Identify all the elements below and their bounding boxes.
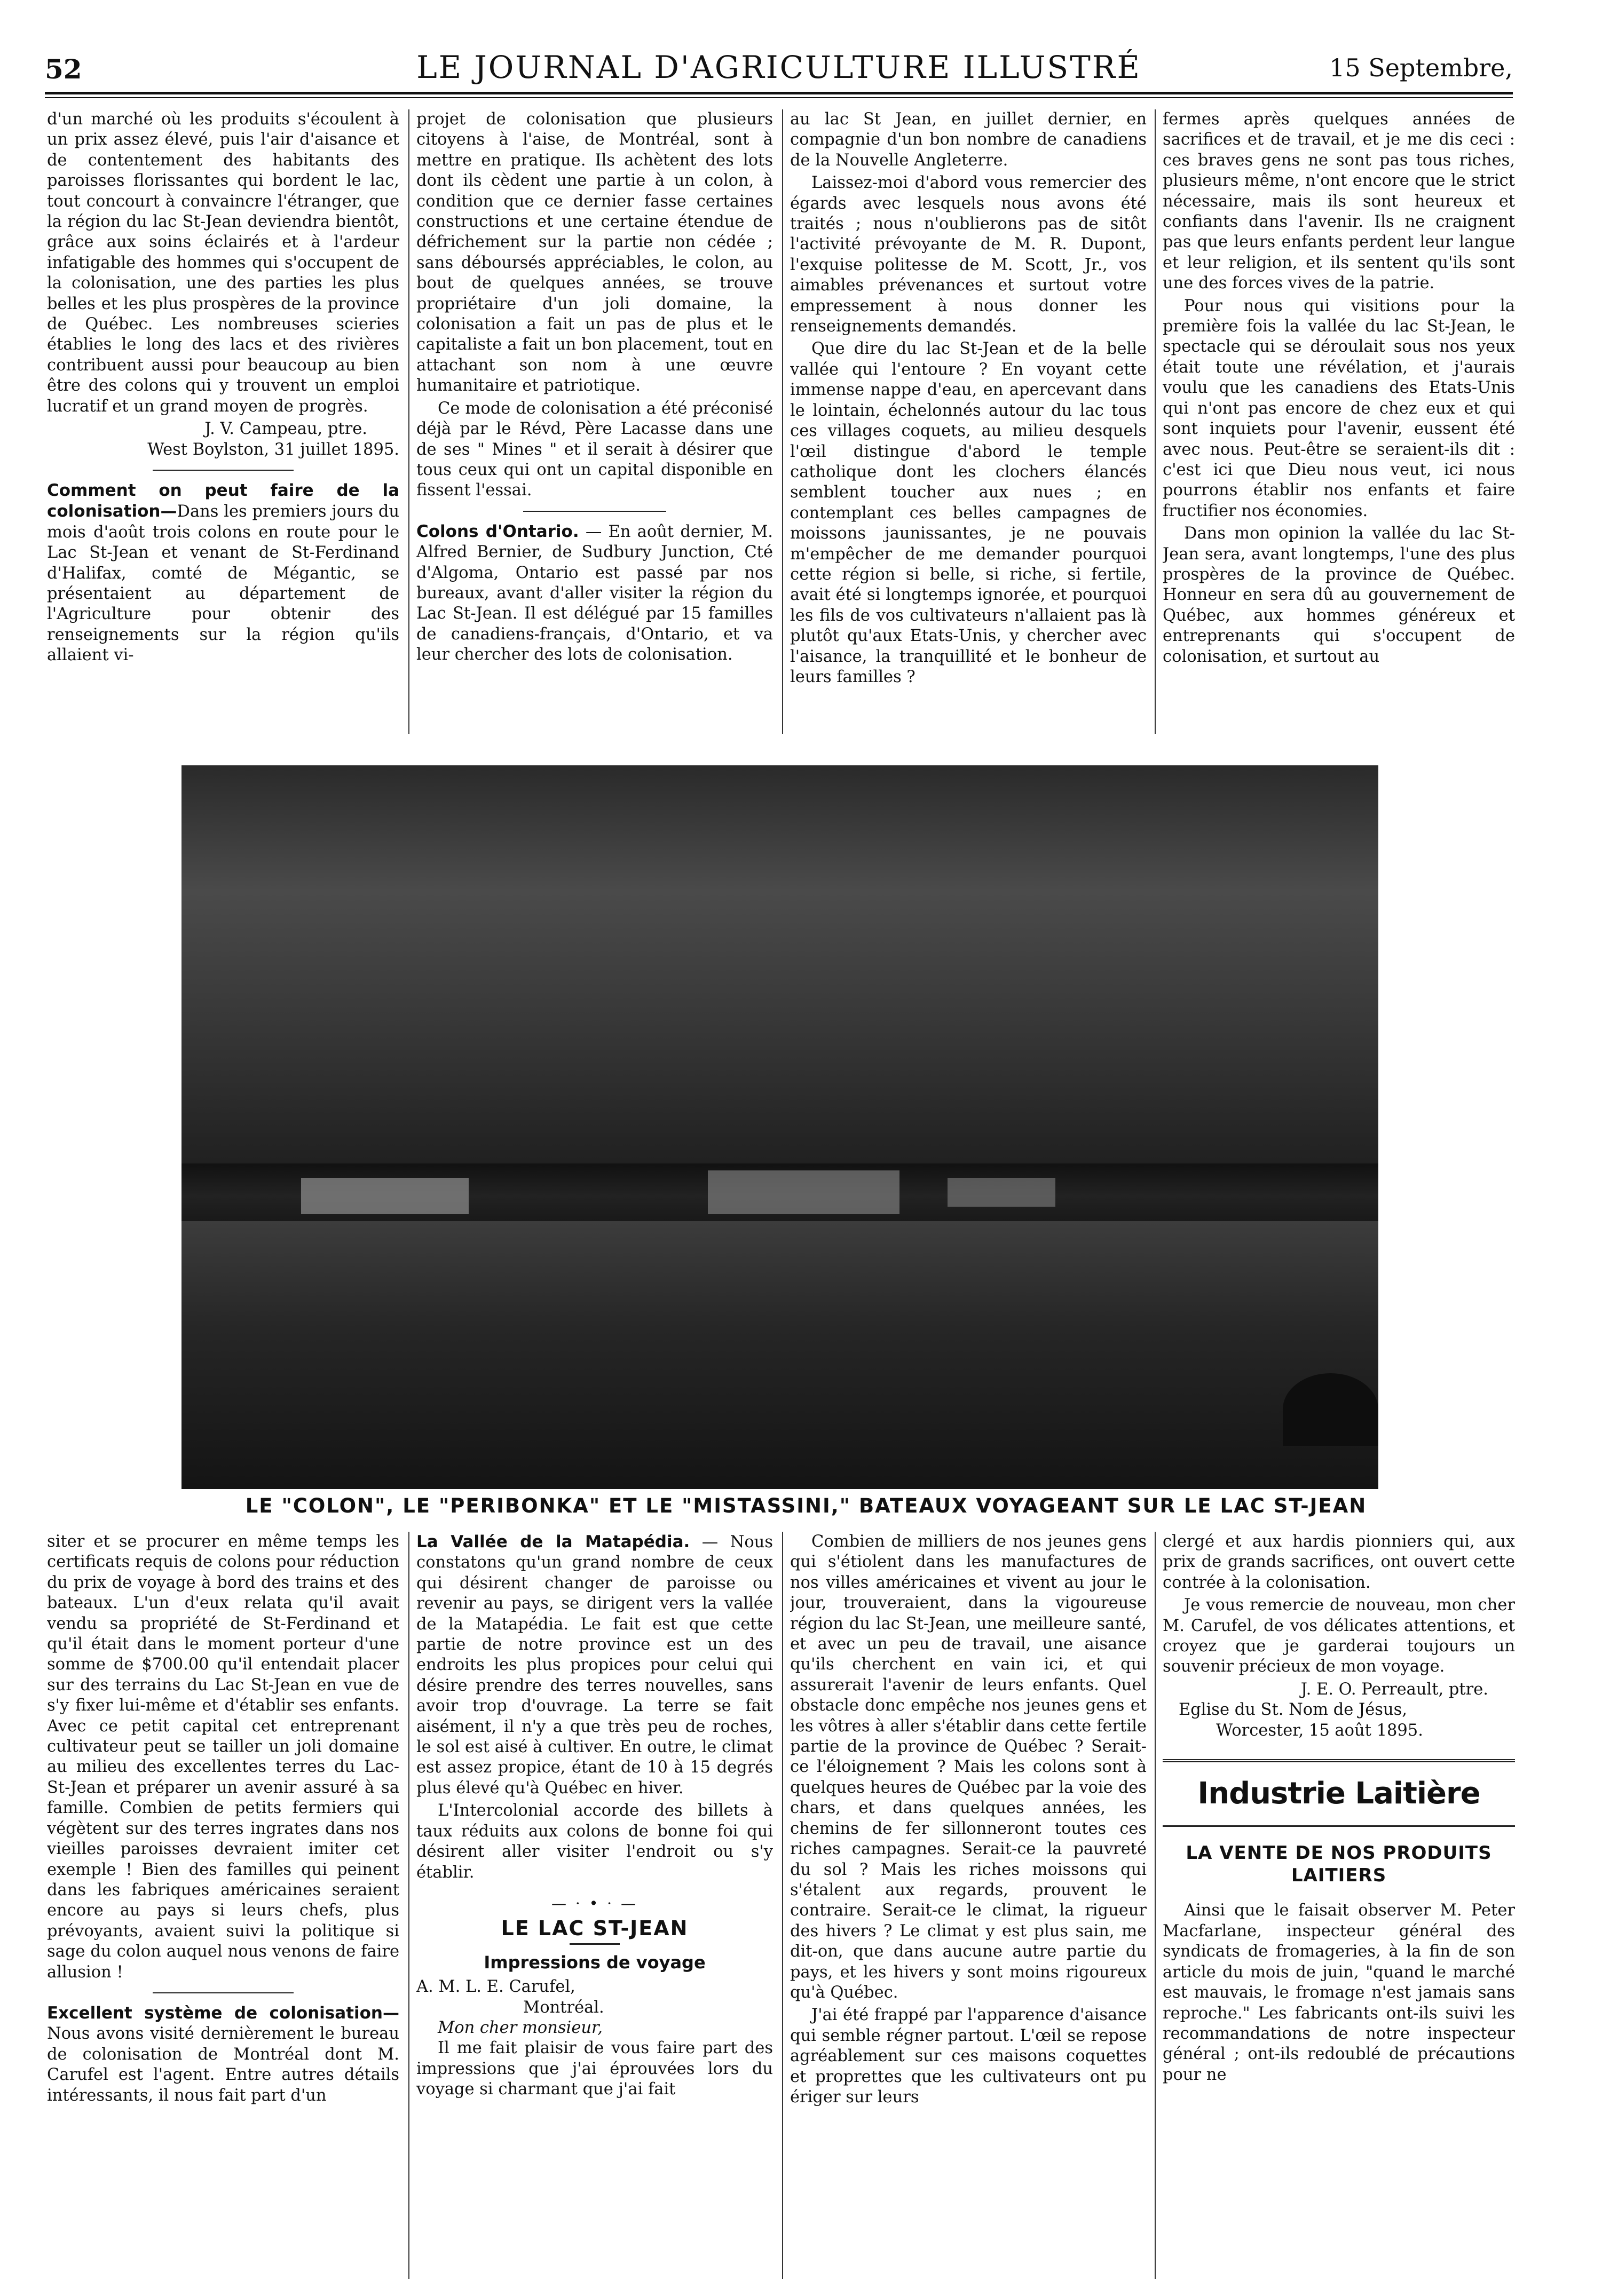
issue-date: 15 Septembre, [1329,53,1513,82]
column-separator [408,109,409,734]
bottom-column-2 [416,1532,773,2279]
article-paragraph: fermes après quelques années de sacrifices et de travail, et je me dis ceci : ces braves gens ne sont pas tous riches, plusieurs même, n'ont encore que le strict nécessaire, mais ils sont heureux et confiants dans l'avenir. Ils ne craignent pas que leurs enfants perdent leur langue et leur religion, et ils sentent qu'ils sont une des forces vives de la patrie. [1163,110,1515,293]
article-paragraph: Ce mode de colonisation a été préconisé déjà par le Révd, Père Lacasse dans une de ses " Mines " et il serait à désirer que tous ceux qui ont un capital disponible en fissent l'essai. [416,399,773,500]
article-paragraph: Excellent système de colonisation—Nous avons visité dernièrement le bureau de colonisation de Montréal dont M. Carufel est l'agent. Entre autres détails intéressants, il nous fait part d'un [47,2003,399,2105]
article-paragraph: Que dire du lac St-Jean et de la belle vallée qui l'entoure ? En voyant cette immense nappe d'eau, en apercevant dans le lointain, échelonnés autour du lac tous ces villages coquets, au milieu desquels l'œil distingue d'abord le temple catholique dont les clochers élancés semblent toucher aux nues ; en contemplant ces belles campagnes de moissons jaunissantes, je ne pouvais m'empêcher de me demander pourquoi cette région si belle, si riche, si fertile, avait été si longtemps ignorée, et pourquoi les fils de vos cultivateurs n'allaient pas là plutôt qu'aux Etats-Unis, y chercher avec l'aisance, la tranquillité et le bonheur de leurs familles ? [790,339,1147,686]
column-separator [408,1532,409,2279]
letter-addressee-city: Montréal. [523,1998,604,2017]
top-column-2 [416,109,773,737]
article-heading: Excellent système de colonisation— [47,2003,399,2023]
article-heading: Colons d'Ontario. [416,521,579,541]
signature-church: Eglise du St. Nom de Jésus, [1179,1700,1407,1720]
article-paragraph: Ainsi que le faisait observer M. Peter Macfarlane, inspecteur général des syndicats de fromageries, à la fin de son article du mois de juin, "quand le marché est mauvais, le fromage n'est jamais sans reproche." Les fabricants ont-ils suivi les recommandations de notre inspecteur général ; ont-ils redoublé de précautions pour ne [1163,1901,1515,2084]
foreground-rock [1283,1373,1378,1446]
article-paragraph: Dans mon opinion la vallée du lac St-Jean sera, avant longtemps, l'une des plus prospères de la province de Québec. Honneur en sera dû au gouvernement de Québec, aux hommes généreux et entreprenants qui s'occupent de colonisation, et surtout au [1163,524,1515,666]
bottom-column-1 [47,1532,399,2279]
column-separator [1155,1532,1156,2279]
column-separator [782,109,783,734]
article-separator [153,470,294,471]
title-rule [570,1943,620,1945]
article-paragraph: au lac St Jean, en juillet dernier, en compagnie d'un bon nombre de canadiens de la Nouvelle Angleterre. [790,110,1147,170]
dotted-separator: — · • · — [551,1894,638,1912]
article-title: LA VENTE DE NOS PRODUITS LAITIERS [1186,1842,1492,1887]
signature-place: West Boylston, 31 juillet 1895. [147,440,399,459]
article-separator [153,1992,294,1993]
article-paragraph: siter et se procurer en même temps les certificats requis de colons pour réduction du prix de voyage à bord des trains et des bateaux. L'un d'eux relata qu'il avait vendu sa propriété de St-Ferdinand et qu'il était dans le moment porteur d'une somme de $700.00 qu'il entendait placer sur des terrains du Lac St-Jean en vue de s'y fixer lui-même et d'établir ses enfants. Avec ce petit capital cet entreprenant cultivateur peut se tailler un joli domaine au milieu des excellentes terres du Lac-St-Jean et préparer un avenir assuré à sa famille. Combien de petits fermiers qui végètent sur des terres ingrates dans nos vieilles paroisses devraient imiter cet exemple ! Bien des familles qui peinent dans les fabriques américaines seraient encore au pays si leurs chefs, plus prévoyants, avaient suivi la politique si sage du colon auquel nous venons de faire allusion ! [47,1532,399,1982]
header-rule [45,92,1513,94]
steamboat-colon [301,1178,469,1214]
article-separator [523,511,666,512]
steamboat-mistassini [948,1178,1055,1207]
steamboat-peribonka [708,1170,899,1214]
lake-photograph [181,765,1378,1489]
top-column-3 [790,109,1147,737]
signature-name: J. E. O. Perreault, ptre. [1300,1680,1488,1699]
article-paragraph: Colons d'Ontario. — En août dernier, M. Alfred Bernier, de Sudbury Junction, Cté d'Algoma, Ontario est passé par nos bureaux, avant d'aller visiter la région du Lac St-Jean. Il est délégué par 15 familles de canadiens-français, d'Ontario, et va leur chercher des lots de colonisation. [416,521,773,664]
article-paragraph: Il me fait plaisir de vous faire part des impressions que j'ai éprouvées lors du voyage si charmant que j'ai fait [416,2039,773,2099]
page-number: 52 [45,53,82,85]
article-paragraph: clergé et aux hardis pionniers qui, aux prix de grands sacrifices, ont ouvert cette contrée à la colonisation. [1163,1532,1515,1592]
bottom-column-4 [1163,1532,1515,2279]
section-title: Industrie Laitière [1163,1759,1515,1827]
article-subtitle: Impressions de voyage [484,1952,706,1973]
column-separator [782,1532,783,2279]
article-heading: La Vallée de la Matapédia. [416,1532,690,1551]
article-paragraph: Combien de milliers de nos jeunes gens qui s'étiolent dans les manufactures de nos villes américaines et vivent au jour le jour, trouveraient, dans la vigoureuse région du lac St-Jean, une meilleure santé, et avec un peu de travail, une aisance qu'ils cherchent en vain ici, et qui assurerait l'avenir de leurs enfants. Quel obstacle donc empêche nos jeunes gens et les vôtres à aller s'établir dans cette fertile partie de la province de Québec ? Serait-ce l'éloignement ? Mais les colons sont à quelques heures de Québec par la voie des chars, et dans quelques années, les chemins de fer sillonneront toutes ces riches campagnes. Serait-ce la pauvreté du sol ? Mais les riches moissons qui s'étalent aux regards, prouvent le contraire. Serait-ce le climat, la rigueur des hivers ? Le climat y est plus sain, me dit-on, que dans aucune autre partie du pays, et les hivers y sont moins rigoureux qu'à Québec. [790,1532,1147,2002]
article-paragraph: d'un marché où les produits s'écoulent à un prix assez élevé, puis l'air d'aisance et de contentement des habitants des paroisses florissantes qui bordent le lac, tout concourt à convaincre l'étranger, que la région du lac St-Jean deviendra bientôt, grâce aux soins éclairés et à l'ardeur infatigable des hommes qui s'occupent de la colonisation, une des parties les plus belles et les plus prospères de la province de Québec. Les nombreuses scieries établies le long des lacs et des rivières contribuent aussi pour beaucoup au bien être des colons qui y trouvent un emploi lucratif et un grand moyen de progrès. [47,110,399,416]
top-column-1 [47,109,399,737]
article-paragraph: Comment on peut faire de la colonisation—Dans les premiers jours du mois d'août trois colons en route pour le Lac St-Jean et venant de St-Ferdinand d'Halifax, comté de Mégantic, se présentaient au département de l'Agriculture pour obtenir des renseignements sur la région qu'ils allaient vi- [47,480,399,665]
article-paragraph: J'ai été frappé par l'apparence d'aisance qui semble régner partout. L'œil se repose agréablement sur ces maisons coquettes et proprettes que les cultivateurs ont pu ériger sur leurs [790,2006,1147,2107]
photo-water [181,1221,1378,1489]
article-paragraph: L'Intercolonial accorde des billets à taux réduits aux colons de bonne foi qui désirent aller visiter l'endroit ou s'y établir. [416,1801,773,1882]
article-title: LE LAC ST-JEAN [501,1917,689,1941]
letter-salutation: Mon cher monsieur, [438,2018,603,2037]
article-paragraph: Laissez-moi d'abord vous remercier des égards avec lesquels nous avons été traités ; nous n'oublierons pas de sitôt l'activité prévoyante de M. R. Dupont, l'exquise politesse de M. Scott, Jr., vos aimables prévenances et surtout votre empressement à nous donner les renseignements demandés. [790,173,1147,336]
top-column-4 [1163,109,1515,737]
article-paragraph: Pour nous qui visitions pour la première fois la vallée du lac St-Jean, le spectacle qui se déroulait sous nos yeux était toute une révélation, et j'aurais voulu que les canadiens des Etats-Unis qui n'ont pas encore de chez eux et qui sont inquiets pour l'avenir, eussent été avec nous. Peut-être se seraient-ils dit : c'est ici que Dieu nous veut, ici nous pourrons établir nos enfants et faire fructifier nos économies. [1163,296,1515,520]
signature-name: J. V. Campeau, ptre. [204,419,367,439]
column-separator [1155,109,1156,734]
letter-addressee: A. M. L. E. Carufel, [416,1977,575,1997]
article-paragraph: Je vous remercie de nouveau, mon cher M. Carufel, de vos délicates attentions, et croyez que je garderai toujours un souvenir précieux de mon voyage. [1163,1596,1515,1676]
article-heading: Comment on peut faire de la colonisation— [47,480,399,521]
journal-title: LE JOURNAL D'AGRICULTURE ILLUSTRÉ [416,49,1141,85]
photo-sky [181,765,1378,1185]
article-paragraph: La Vallée de la Matapédia. — Nous constatons qu'un grand nombre de ceux qui désirent changer de paroisse ou revenir au pays, se dirigent vers la vallée de la Matapédia. Le fait est que cette partie de notre province est un des endroits les plus propices pour celui qui désire prendre des terres nouvelles, sans avoir trop d'ouvrage. La terre se fait aisément, il n'y a que très peu de roches, le sol est aisé à cultiver. En outre, le climat est assez propice, étant de 10 à 15 degrés plus élevé qu'à Québec en hiver. [416,1532,773,1798]
photo-caption: LE "COLON", LE "PERIBONKA" ET LE "MISTASSINI," BATEAUX VOYAGEANT SUR LE LAC ST-JEAN [245,1494,1367,1517]
bottom-column-3 [790,1532,1147,2279]
page-header [45,43,1513,91]
signature-place: Worcester, 15 août 1895. [1216,1721,1423,1740]
header-rule-thin [45,97,1513,98]
article-paragraph: projet de colonisation que plusieurs citoyens à l'aise, de Montréal, sont à mettre en pratique. Ils achètent des lots dont ils cèdent une partie à un colon, à condition que ce dernier fasse certaines constructions et une certaine étendue de défrichement sur la partie non cédée ; sans déboursés appréciables, le colon, au bout de quelques années, se trouve propriétaire d'un joli domaine, la colonisation a fait un pas de plus et le capitaliste a fait un bon placement, tout en attachant son nom à une œuvre humanitaire et patriotique. [416,110,773,395]
